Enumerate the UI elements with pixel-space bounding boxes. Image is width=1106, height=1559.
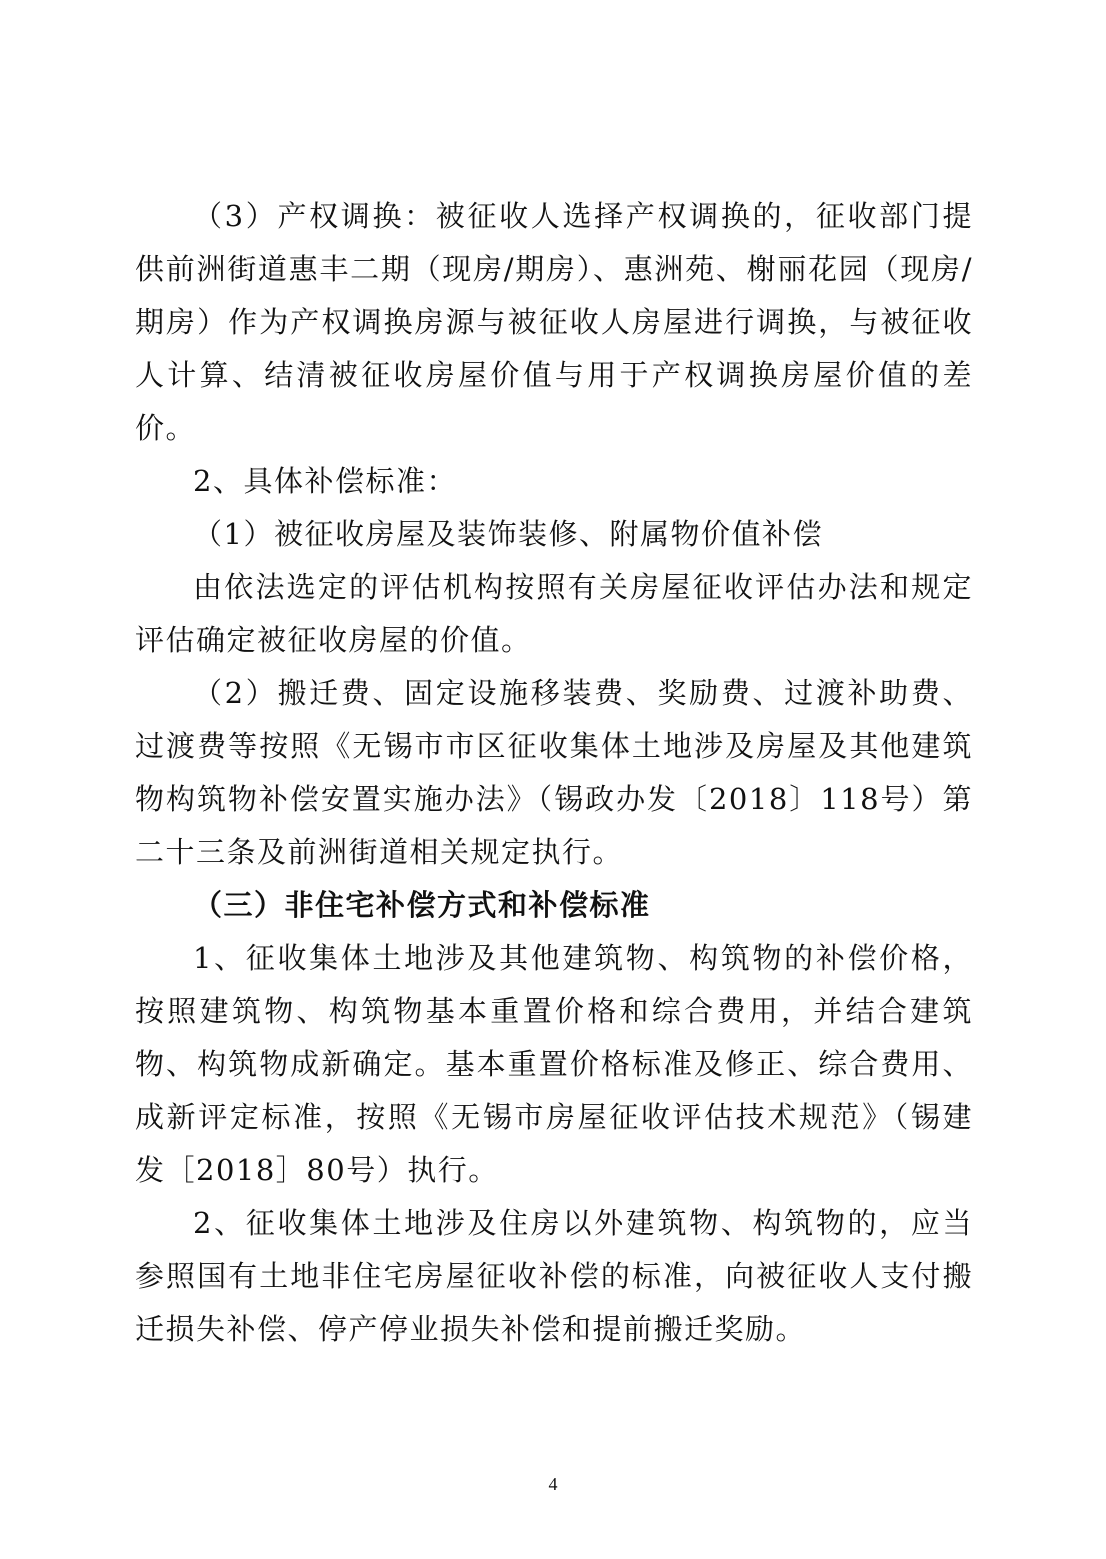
page-number: 4: [548, 1474, 558, 1494]
section-heading-non-residential: （三）非住宅补偿方式和补偿标准: [193, 888, 651, 922]
paragraph-non-residential-price: 1、征收集体土地涉及其他建筑物、构筑物的补偿价格，按照建筑物、构筑物基本重置价格和综合费用，并结合建筑物、构筑物成新确定。基本重置价格标准及修正、综合费用、成新评定标准，按照《无锡市房屋征收评估技术规范》（锡建发［2018］80号）执行。: [135, 941, 973, 1187]
paragraph-relocation-fees: （2）搬迁费、固定设施移装费、奖励费、过渡补助费、过渡费等按照《无锡市市区征收集体土地涉及房屋及其他建筑物构筑物补偿安置实施办法》（锡政办发〔2018〕118号）第二十三条及前洲街道相关规定执行。: [135, 676, 973, 869]
document-body: [135, 190, 973, 1356]
paragraph-specific-standards: 2、具体补偿标准：: [193, 464, 457, 498]
paragraph-house-value-compensation: （1）被征收房屋及装饰装修、附属物价值补偿: [193, 517, 823, 551]
paragraph-non-residential-loss: 2、征收集体土地涉及住房以外建筑物、构筑物的，应当参照国有土地非住宅房屋征收补偿的标准，向被征收人支付搬迁损失补偿、停产停业损失补偿和提前搬迁奖励。: [135, 1206, 973, 1346]
paragraph-appraisal: 由依法选定的评估机构按照有关房屋征收评估办法和规定评估确定被征收房屋的价值。: [135, 570, 973, 657]
paragraph-property-exchange: （3）产权调换：被征收人选择产权调换的，征收部门提供前洲街道惠丰二期（现房/期房）、惠洲苑、榭丽花园（现房/期房）作为产权调换房源与被征收人房屋进行调换，与被征收人计算、结清被征收房屋价值与用于产权调换房屋价值的差价。: [135, 199, 973, 445]
